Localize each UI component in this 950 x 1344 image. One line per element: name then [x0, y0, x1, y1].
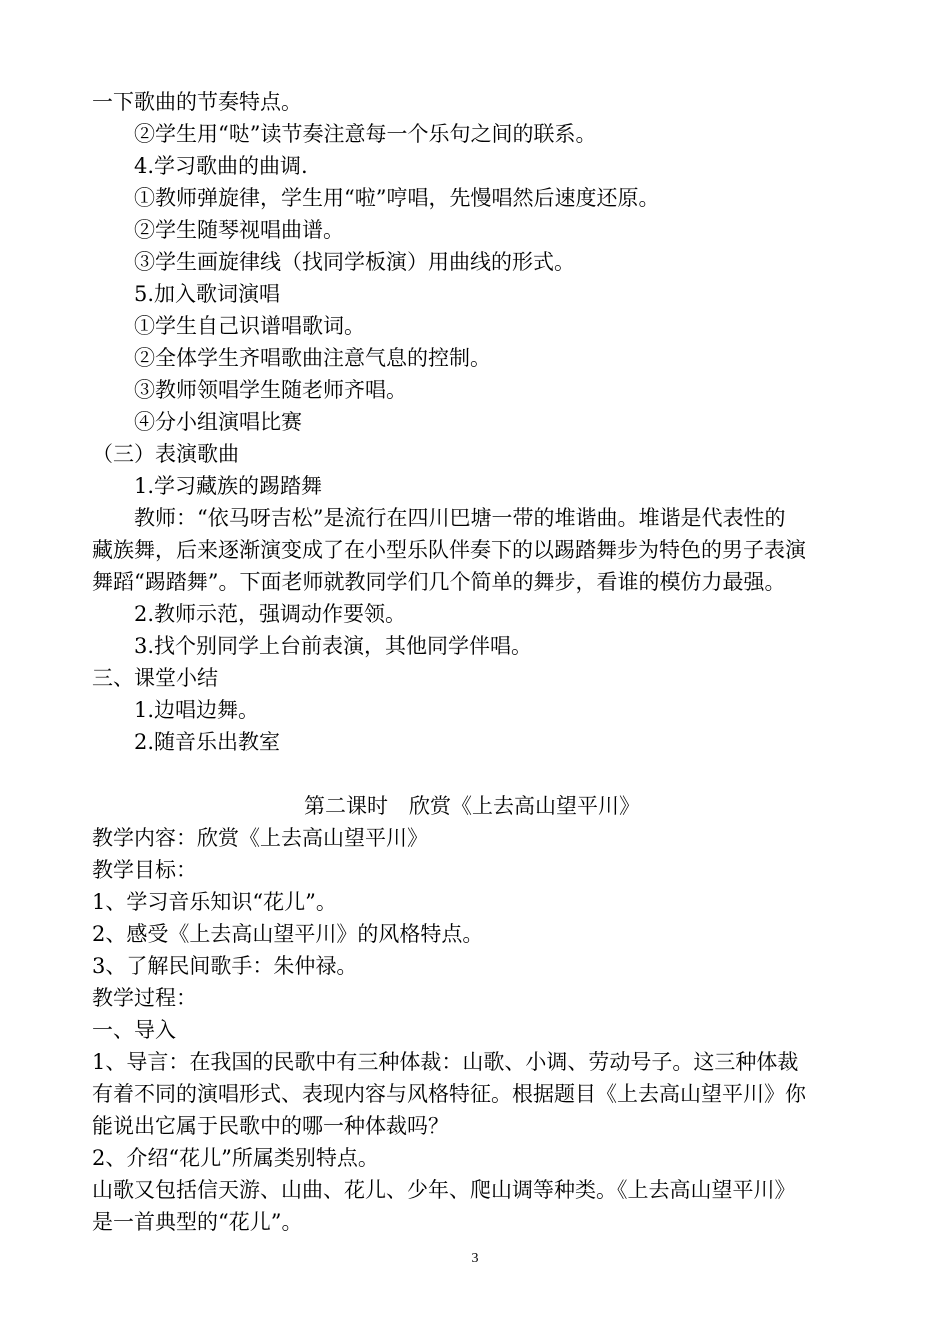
text-line: 舞蹈“踢踏舞”。下面老师就教同学们几个简单的舞步，看谁的模仿力最强。: [92, 570, 786, 594]
text-line: 5.加入歌词演唱: [134, 282, 281, 306]
text-line: 教学目标：: [92, 858, 197, 882]
text-line: 教学过程：: [92, 986, 197, 1010]
section-heading: 三、课堂小结: [92, 666, 218, 690]
text-line: 2、介绍“花儿”所属类别特点。: [92, 1146, 379, 1170]
section-heading: 一、导入: [92, 1018, 176, 1042]
text-line: 2.随音乐出教室: [134, 730, 281, 754]
text-line: ②学生随琴视唱曲谱。: [134, 218, 344, 242]
text-line: 一下歌曲的节奏特点。: [92, 90, 302, 114]
text-line: 是一首典型的“花儿”。: [92, 1210, 303, 1234]
text-line: 教师：“依马呀吉松”是流行在四川巴塘一带的堆谐曲。堆谐是代表性的: [134, 506, 786, 530]
page-number: 3: [471, 1251, 479, 1266]
text-line: 能说出它属于民歌中的哪一种体裁吗？: [92, 1114, 449, 1138]
text-line: 1.学习藏族的踢踏舞: [134, 474, 323, 498]
text-line: ①学生自己识谱唱歌词。: [134, 314, 365, 338]
text-line: ④分小组演唱比赛: [134, 410, 302, 434]
text-line: 藏族舞，后来逐渐演变成了在小型乐队伴奏下的以踢踏舞步为特色的男子表演: [92, 538, 806, 562]
text-line: 教学内容：欣赏《上去高山望平川》: [92, 826, 428, 850]
text-line: 1、导言：在我国的民歌中有三种体裁：山歌、小调、劳动号子。这三种体裁: [92, 1050, 799, 1074]
text-line: 3.找个别同学上台前表演，其他同学伴唱。: [134, 634, 533, 658]
text-line: 1、学习音乐知识“花儿”。: [92, 890, 337, 914]
text-line: ①教师弹旋律，学生用“啦”哼唱，先慢唱然后速度还原。: [134, 186, 660, 210]
text-line: 4.学习歌曲的曲调.: [134, 154, 308, 178]
text-line: ②全体学生齐唱歌曲注意气息的控制。: [134, 346, 491, 370]
text-line: ③教师领唱学生随老师齐唱。: [134, 378, 407, 402]
text-line: 3、了解民间歌手：朱仲禄。: [92, 954, 358, 978]
text-line: 2、感受《上去高山望平川》的风格特点。: [92, 922, 484, 946]
text-line: 山歌又包括信天游、山曲、花儿、少年、爬山调等种类。《上去高山望平川》: [92, 1178, 796, 1202]
section-heading: （三）表演歌曲: [92, 442, 239, 466]
text-line: 2.教师示范，强调动作要领。: [134, 602, 407, 626]
text-line: 1.边唱边舞。: [134, 698, 260, 722]
text-line: ②学生用“哒”读节奏注意每一个乐句之间的联系。: [134, 122, 597, 146]
text-line: 有着不同的演唱形式、表现内容与风格特征。根据题目《上去高山望平川》你: [92, 1082, 806, 1106]
text-line: ③学生画旋律线（找同学板演）用曲线的形式。: [134, 250, 575, 274]
lesson-title: 第二课时 欣赏《上去高山望平川》: [304, 794, 640, 818]
